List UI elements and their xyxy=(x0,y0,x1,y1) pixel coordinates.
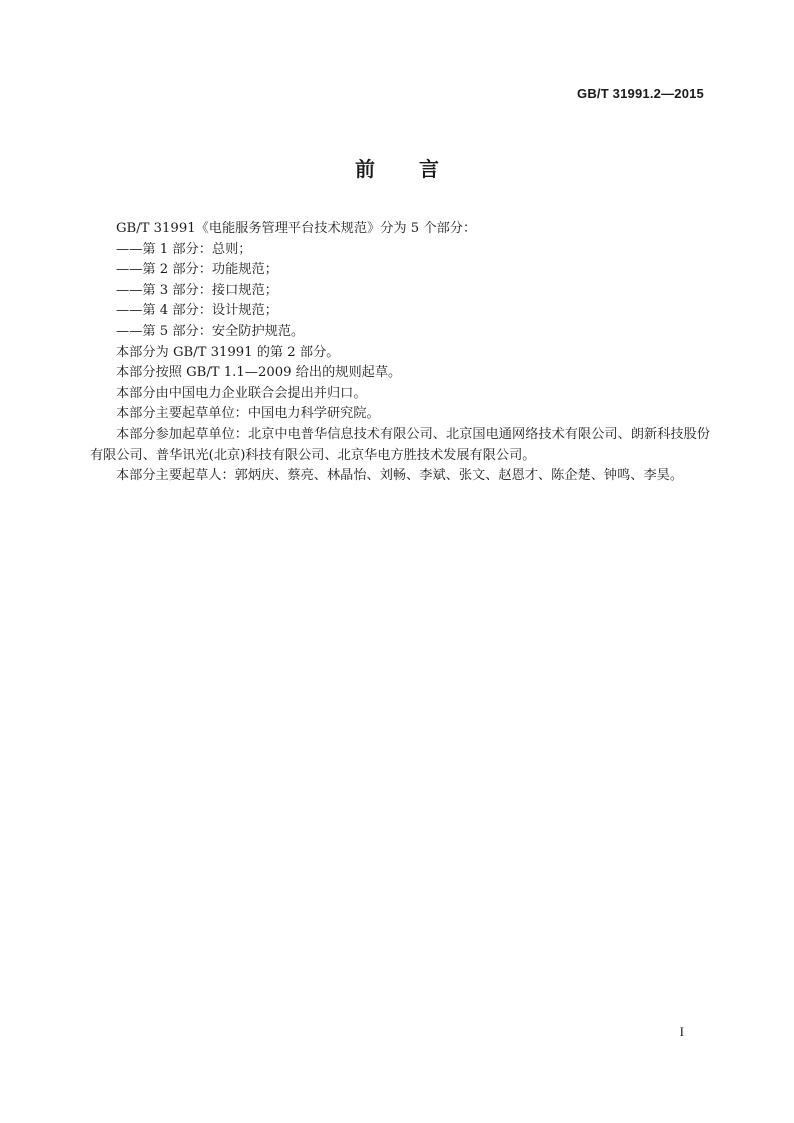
paragraph-drafters: 本部分主要起草人：郭炳庆、蔡亮、林晶怡、刘畅、李斌、张文、赵恩才、陈企楚、钟鸣、李昊。 xyxy=(116,468,684,484)
paragraph-intro: GB/T 31991《电能服务管理平台技术规范》分为 5 个部分： xyxy=(116,221,477,236)
list-item-part-2: ——第 2 部分：功能规范； xyxy=(116,262,278,278)
list-item-part-1: ——第 1 部分：总则； xyxy=(116,241,252,257)
paragraph-main-drafter-unit: 本部分主要起草单位：中国电力科学研究院。 xyxy=(116,406,380,422)
standard-number: GB/T 31991.2—2015 xyxy=(577,86,704,101)
list-item-part-4: ——第 4 部分：设计规范； xyxy=(116,303,278,319)
foreword-body xyxy=(90,219,710,487)
paragraph-proposer: 本部分由中国电力企业联合会提出并归口。 xyxy=(116,385,367,401)
paragraph-drafting-rules: 本部分按照 GB/T 1.1—2009 给出的规则起草。 xyxy=(116,365,402,381)
page-title: 前言 xyxy=(355,157,483,181)
paragraph-participating-units: 本部分参加起草单位：北京中电普华信息技术有限公司、北京国电通网络技术有限公司、朗新科技股份有限公司、普华讯光(北京)科技有限公司、北京华电方胜技术发展有限公司。 xyxy=(90,426,710,463)
list-item-part-3: ——第 3 部分：接口规范； xyxy=(116,282,278,298)
list-item-part-5: ——第 5 部分：安全防护规范。 xyxy=(116,323,305,339)
page-number: I xyxy=(679,1024,684,1039)
paragraph-scope: 本部分为 GB/T 31991 的第 2 部分。 xyxy=(116,344,340,360)
